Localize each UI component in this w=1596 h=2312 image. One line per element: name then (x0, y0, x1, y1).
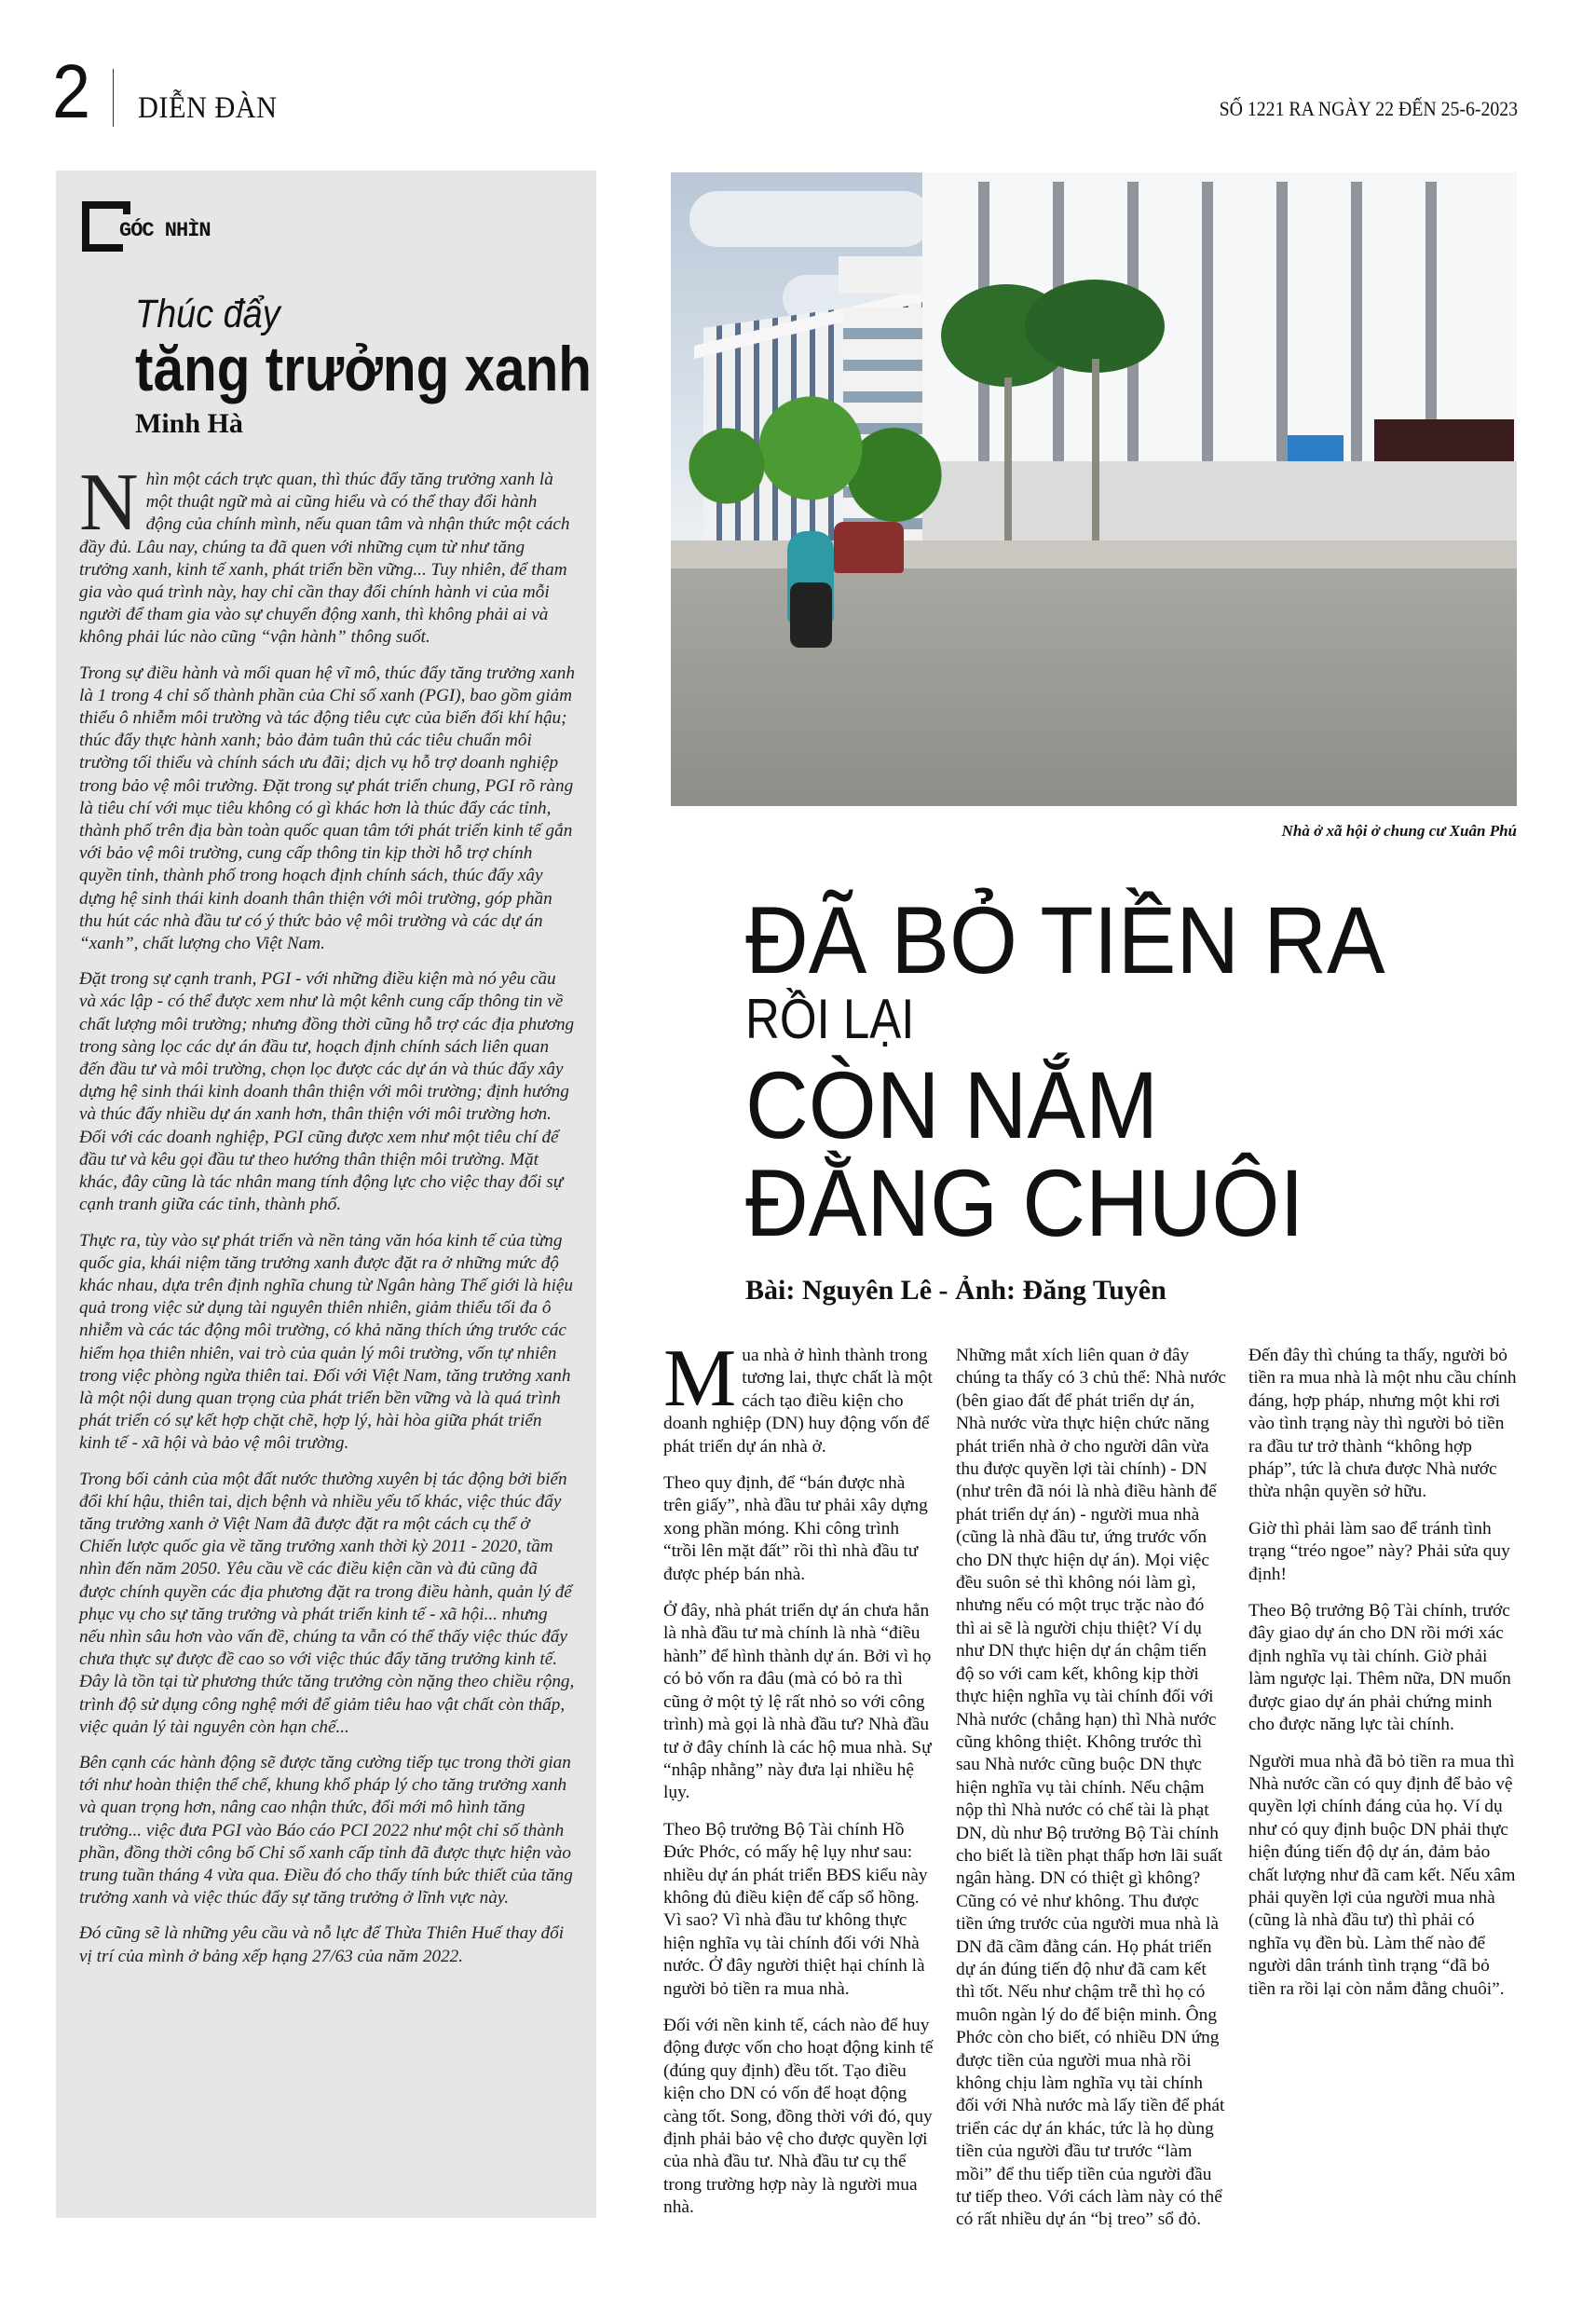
drop-cap: N (79, 458, 139, 548)
headline-line: RỒI LẠI (745, 988, 915, 1050)
paragraph-text: ua nhà ở hình thành trong tương lai, thực chất là một cách tạo điều kiện cho doanh nghiệp (DN) huy động vốn để phát triển dự án nhà ở. (663, 1346, 933, 1457)
drop-cap: M (663, 1334, 737, 1424)
paragraph (663, 1334, 934, 1458)
paragraph: Trong sự điều hành và mối quan hệ vĩ mô, thúc đẩy tăng trưởng xanh là 1 trong 4 chỉ số thành phần của Chỉ số xanh (PGI), bao gồm giảm thiểu ô nhiễm môi trường và tác động tiêu cực của biến đổi khí hậu; thúc đẩy thực hành xanh; bảo đảm tuân thủ các tiêu chuẩn môi trường tối thiểu và chính sách ưu đãi; dịch vụ hỗ trợ doanh nghiệp trong bảo vệ môi trường. Đặt trong sự phát triển chung, PGI rõ ràng là tiêu chí với mục tiêu không có gì khác hơn là thúc đẩy các tỉnh, thành phố trên địa bàn toàn quốc quan tâm tới phát triển kinh tế gắn với bảo vệ môi trường, cung cấp thông tin kịp thời hỗ trợ chính quyền tỉnh, thành phố trong hoạch định chính sách, thúc đẩy xây dựng hệ sinh thái kinh doanh thân thiện với môi trường, góp phần thu hút các nhà đầu tư có ý thức bảo vệ môi trường và các dự án “xanh”, chất lượng cho Việt Nam. (79, 663, 575, 954)
issue-info: SỐ 1221 RA NGÀY 22 ĐẾN 25-6-2023 (1219, 97, 1518, 120)
paragraph: Theo Bộ trưởng Bộ Tài chính Hồ Đức Phớc, có mấy hệ lụy như sau: nhiều dự án phát triển BĐS kiểu này không đủ điều kiện để cấp sổ hồng. Vì sao? Vì nhà đầu tư không thực hiện nghĩa vụ tài chính đối với Nhà nước. Ở đây người thiệt hại chính là người bỏ tiền ra mua nhà. (663, 1819, 928, 1999)
article-photo (671, 172, 1517, 806)
palm-trunk (1004, 377, 1012, 545)
paragraph: Ở đây, nhà phát triển dự án chưa hẳn là nhà đầu tư mà chính là nhà “điều hành” để hình thành dự án. Bởi vì họ có bỏ vốn ra đâu (mà có bỏ ra thì cũng ở một tỷ lệ rất nhỏ so với công trình) mà gọi là nhà đầu tư? Nhà đầu tư ở đây chính là các hộ mua nhà. Sự “nhập nhằng” này đưa lại nhiều hệ lụy. (663, 1601, 932, 1803)
section-name: DIỄN ĐÀN (138, 91, 278, 125)
headline-line: ĐÃ BỎ TIỀN RA (745, 887, 1385, 993)
column-label: GÓC NHÌN (119, 219, 211, 242)
paragraph (79, 458, 575, 650)
page-number: 2 (52, 49, 91, 134)
paragraph: Thực ra, tùy vào sự phát triển và nền tảng văn hóa kinh tế của từng quốc gia, khái niệm tăng trưởng xanh được đặt ra ở những mức độ khác nhau, dựa trên định nghĩa chung từ Ngân hàng Thế giới là hiệu quả trong việc sử dụng tài nguyên thiên nhiên, giảm thiểu tối đa ô nhiễm và các tác động môi trường, có khả năng thích ứng trước các hiểm họa thiên nhiên, vai trò của quản lý môi trường, vốn tự nhiên trong việc phòng ngừa thiên tai. Đối với Việt Nam, tăng trưởng xanh là một nội dung quan trọng của phát triển bền vững và là quá trình phát triển có sự kết hợp chặt chẽ, hợp lý, hài hòa giữa phát triển kinh tế - xã hội và bảo vệ môi trường. (79, 1230, 574, 1454)
paragraph: Giờ thì phải làm sao để tránh tình trạng “tréo ngoe” này? Phải sửa quy định! (1248, 1518, 1510, 1584)
paragraph: Đó cũng sẽ là những yêu cầu và nỗ lực để Thừa Thiên Huế thay đổi vị trí của mình ở bảng xếp hạng 27/63 của năm 2022. (79, 1923, 565, 1966)
cloud (689, 191, 932, 247)
byline: Bài: Nguyên Lê - Ảnh: Đăng Tuyên (745, 1275, 1166, 1306)
paragraph: Những mắt xích liên quan ở đây chúng ta thấy có 3 chủ thể: Nhà nước (bên giao đất để phát triển dự án, Nhà nước vừa thực hiện chức năng phát triển nhà ở cho người dân vừa thu được quyền lợi tài chính) - DN (như trên đã nói là nhà điều hành để phát triển dự án) - người mua nhà (cũng là nhà đầu tư, ứng trước vốn cho DN thực hiện dự án). Mọi việc đều suôn sẻ thì không nói làm gì, nhưng nếu có một trục trặc nào đó thì ai sẽ là người chịu thiệt? Ví dụ như DN thực hiện dự án chậm tiến độ so với cam kết, không kịp thời thực hiện nghĩa vụ tài chính đối với Nhà nước (chẳng hạn) thì Nhà nước cũng không thiệt. Không trước thì sau Nhà nước cũng buộc DN thực hiện nghĩa vụ tài chính. Nếu chậm nộp thì Nhà nước có chế tài là phạt DN, dù như Bộ trưởng Bộ Tài chính cho biết là tiền phạt thấp hơn lãi suất ngân hàng. DN có thiệt gì không? Cũng có vẻ như không. Thu được tiền ứng trước của người mua nhà là DN đã cầm đằng cán. Họ phát triển dự án đúng tiến độ như đã cam kết thì tốt. Nếu như chậm trễ thì họ có muôn ngàn lý do để biện minh. Ông Phớc còn cho biết, có nhiều DN ứng được tiền của người mua nhà rồi không chịu làm nghĩa vụ tài chính đối với Nhà nước mà lấy tiền để phát triển các dự án khác, tức là họ dùng tiền của người đầu tư trước “làm mồi” để thu tiếp tiền của người đầu tư tiếp theo. Với cách làm này có thể có rất nhiều dự án “bị treo” sổ đỏ. Đến đây thì chúng ta thấy, người bỏ tiền ra mua nhà là một nhu cầu chính đáng, hợp pháp, nhưng một khi rơi vào tình trạng này thì người bỏ tiền ra đầu tư trở thành “không hợp pháp”, tức là chưa được Nhà nước thừa nhận quyền sở hữu. (956, 1346, 1517, 2230)
header-divider (113, 69, 114, 127)
building-middle (839, 256, 922, 294)
headline-line: CÒN NẮM (745, 1052, 1159, 1158)
paragraph: Theo Bộ trưởng Bộ Tài chính, trước đây giao dự án cho DN rồi mới xác định nghĩa vụ tài chính. Giờ phải làm ngược lại. Thêm nữa, DN muốn được giao dự án phải chứng minh cho được năng lực tài chính. (1248, 1601, 1511, 1735)
paragraph-text: hìn một cách trực quan, thì thúc đẩy tăng trưởng xanh là một thuật ngữ mà ai cũng hiểu và có thể thay đổi hành động của chính mình, nếu quan tâm và nhận thức một cách đầy đủ. Lâu nay, chúng ta đã quen với những cụm từ như tăng trưởng xanh, kinh tế xanh, phát triển bền vững... Tuy nhiên, để tham gia vào quá trình này, hay chỉ cần thay đổi chính hành vi của mỗi người để tham gia vào sự chuyển động xanh, thì không phải ai và không phải lúc nào cũng “vận hành” thông suốt. (79, 470, 570, 648)
motorbike (790, 582, 832, 648)
headline-line: ĐẰNG CHUÔI (745, 1150, 1304, 1256)
sidebar-author: Minh Hà (135, 408, 243, 439)
sidebar-body (79, 458, 575, 1981)
paragraph: Đối với nền kinh tế, cách nào để huy động được vốn cho hoạt động kinh tế (đúng quy định) đều tốt. Tạo điều kiện cho DN có vốn để hoạt động càng tốt. Song, đồng thời với đó, quy định phải bảo vệ cho được quyền lợi của nhà đầu tư. Nhà đầu tư cụ thể trong trường hợp này là người mua nhà. (663, 2015, 934, 2218)
article-body (663, 1334, 1519, 2239)
red-car (834, 522, 904, 573)
paragraph: Bên cạnh các hành động sẽ được tăng cường tiếp tục trong thời gian tới như hoàn thiện thể chế, khung khổ pháp lý cho tăng trưởng xanh và quan trọng hơn, nâng cao nhận thức, đổi mới mô hình tăng trưởng... việc đưa PGI vào Báo cáo PCI 2022 như một chỉ số thành phần, đồng thời công bố Chỉ số xanh cấp tỉnh đã được thực hiện vào trung tuần tháng 4 vừa qua. Điều đó cho thấy tính bức thiết của tăng trưởng xanh và việc thúc đẩy sự tăng trưởng ở lĩnh vực này. (79, 1752, 573, 1908)
paragraph: Người mua nhà đã bỏ tiền ra mua thì Nhà nước cần có quy định để bảo vệ quyền lợi chính đáng của họ. Ví dụ như có quy định buộc DN phải thực hiện đúng tiến độ dự án, đảm bảo chất lượng như đã cam kết. Nếu xâm phải quyền lợi của người mua nhà (cũng là nhà đầu tư) thì phải có nghĩa vụ đền bù. Làm thế nào để người dân tránh tình trạng “đã bỏ tiền ra rồi lại còn nắm đằng chuôi”. (1248, 1751, 1516, 1999)
paragraph: Đặt trong sự cạnh tranh, PGI - với những điều kiện mà nó yêu cầu và xác lập - có thể được xem như là một kênh cung cấp thông tin về chất lượng môi trường; nhưng đồng thời cũng hỗ trợ các địa phương trong sàng lọc các dự án đầu tư, hoạch định chính sách liên quan đến đầu tư và môi trường, chọn lọc được các dự án và thúc đẩy xây dựng hệ sinh thái kinh doanh thân thiện với môi trường; định hướng và thúc đẩy nhiều dự án xanh hơn, thân thiện với môi trường hơn. Đối với các doanh nghiệp, PGI cũng được xem như một tiêu chí để đầu tư và kêu gọi đầu tư theo hướng thân thiện môi trường. Mặt khác, đây cũng là tác nhân mang tính động lực cho việc thay đổi sự cạnh tranh giữa các tỉnh, thành phố. (79, 969, 575, 1215)
paragraph: Theo quy định, để “bán được nhà trên giấy”, nhà đầu tư phải xây dựng xong phần móng. Khi công trình “trồi lên mặt đất” rồi thì nhà đầu tư được phép bán nhà. (663, 1473, 928, 1584)
shop-sign (1374, 419, 1514, 461)
paragraph: Trong bối cảnh của một đất nước thường xuyên bị tác động bởi biến đổi khí hậu, thiên tai, dịch bệnh và nhiều yếu tố khác, việc thúc đẩy tăng trưởng xanh ở Việt Nam đã được đặt ra một cách cụ thể ở Chiến lược quốc gia về tăng trưởng xanh thời kỳ 2011 - 2020, tầm nhìn đến năm 2050. Yêu cầu về các điều kiện cần và đủ cũng đã được chính quyền các địa phương đặt ra trong điều hành, quản lý để phục vụ cho sự tăng trưởng và phát triển kinh tế - xã hội... nhưng nếu nhìn sâu hơn vào vấn đề, chúng ta vẫn có thể thấy việc thúc đẩy chưa thực sự được đề cao so với việc thúc đẩy tăng trưởng kinh tế. Đây là tồn tại từ phương thức tăng trưởng còn nặng theo chiều rộng, trình độ sử dụng công nghệ mới để giảm tiêu hao vật chất còn thấp, việc quản lý tài nguyên còn hạn chế... (79, 1469, 575, 1737)
sidebar-kicker: Thúc đẩy (135, 292, 280, 336)
corner-bracket-icon (82, 201, 123, 252)
sidebar-column (56, 171, 596, 2218)
sidebar-title: tăng trưởng xanh (135, 334, 593, 404)
photo-caption: Nhà ở xã hội ở chung cư Xuân Phú (1281, 822, 1517, 840)
trees (671, 377, 950, 554)
palm-trunk (1092, 359, 1099, 545)
